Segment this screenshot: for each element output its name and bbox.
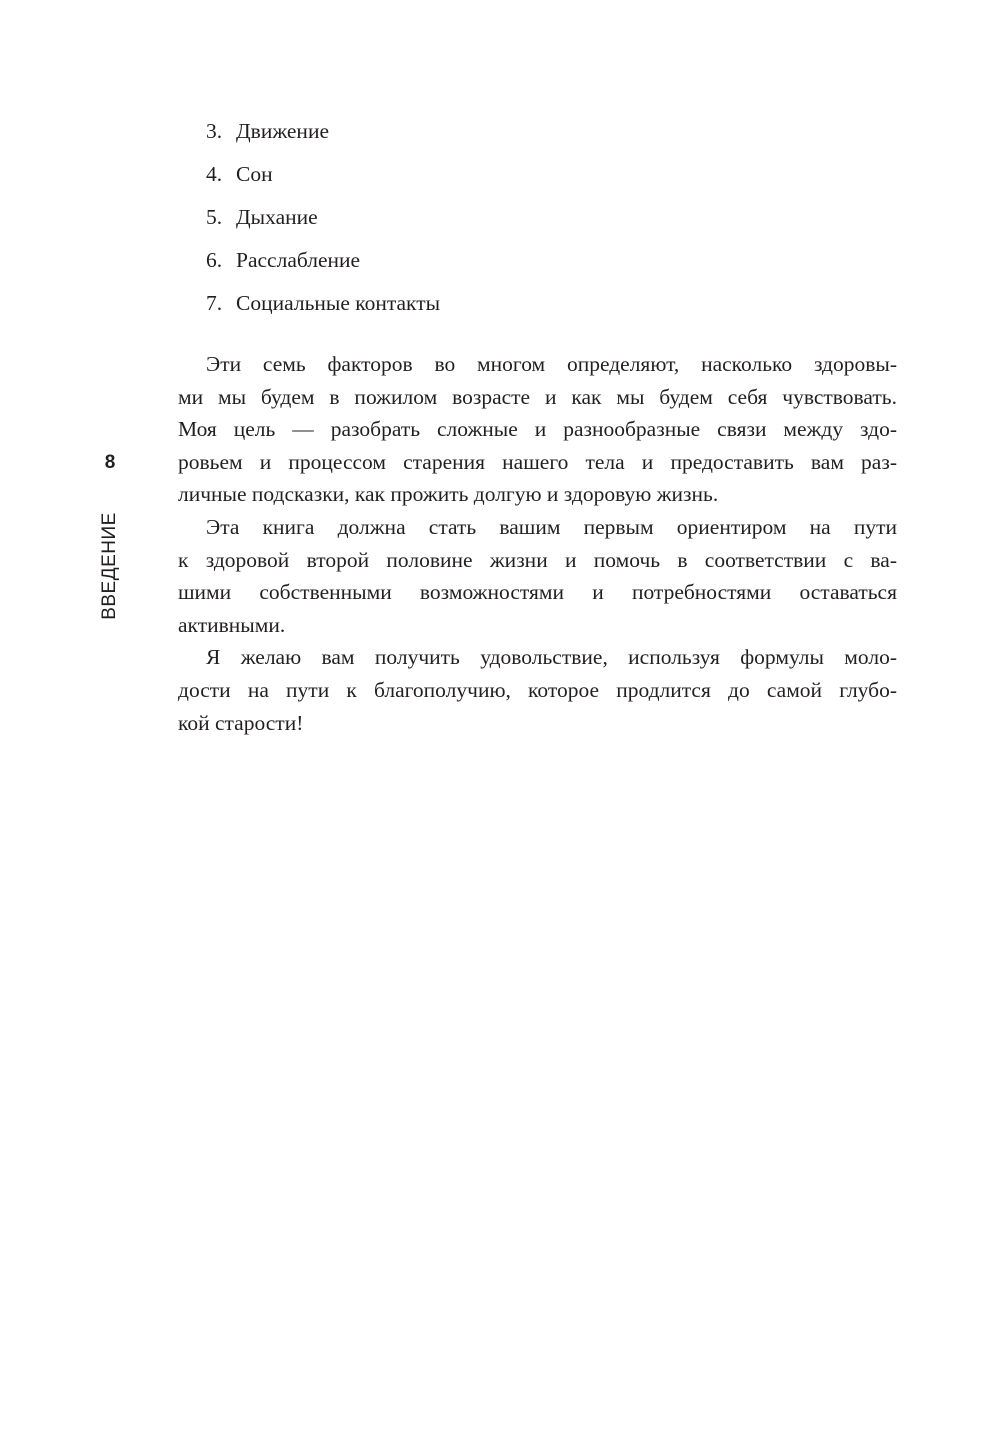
text-line: кой старости!: [178, 710, 304, 735]
running-head-section-title: ВВЕДЕНИЕ: [99, 512, 120, 620]
list-item: [206, 239, 440, 282]
list-item-number: 7.: [206, 291, 223, 315]
paragraph: [178, 511, 897, 641]
text-line: дости на пути к благополучию, которое продлится до самой глубо-: [178, 677, 897, 702]
list-item-number: 4.: [206, 162, 223, 186]
page-number: 8: [104, 452, 116, 473]
body-text: [178, 348, 897, 739]
text-line: Я желаю вам получить удовольствие, используя формулы моло-: [206, 645, 897, 670]
list-item-label: Дыхание: [236, 205, 318, 229]
list-item-number: 6.: [206, 248, 223, 272]
factors-list: [206, 110, 440, 325]
list-item-label: Сон: [236, 162, 273, 186]
list-item-number: 5.: [206, 205, 223, 229]
text-line: личные подсказки, как прожить долгую и здоровую жизнь.: [178, 482, 719, 507]
text-line: активными.: [178, 612, 286, 637]
text-line: шими собственными возможностями и потребностями оставаться: [178, 580, 897, 605]
list-item: [206, 196, 440, 239]
list-item-label: Расслабление: [236, 248, 361, 272]
text-line: Эти семь факторов во многом определяют, насколько здоровы-: [206, 352, 897, 376]
text-line: Моя цель — разобрать сложные и разнообразные связи между здо-: [178, 417, 897, 442]
list-item-label: Социальные контакты: [236, 291, 441, 315]
list-item-number: 3.: [206, 119, 223, 143]
list-item-label: Движение: [236, 119, 329, 143]
text-line: ровьем и процессом старения нашего тела и предоставить вам раз-: [178, 449, 897, 474]
list-item: [206, 282, 440, 325]
paragraph: [178, 641, 897, 739]
text-line: Эта книга должна стать вашим первым ориентиром на пути: [206, 514, 897, 539]
list-item: [206, 110, 440, 153]
paragraph: [178, 348, 897, 511]
list-item: [206, 153, 440, 196]
text-line: к здоровой второй половине жизни и помочь в соответствии с ва-: [178, 547, 897, 572]
text-line: ми мы будем в пожилом возрасте и как мы будем себя чувствовать.: [178, 384, 897, 409]
